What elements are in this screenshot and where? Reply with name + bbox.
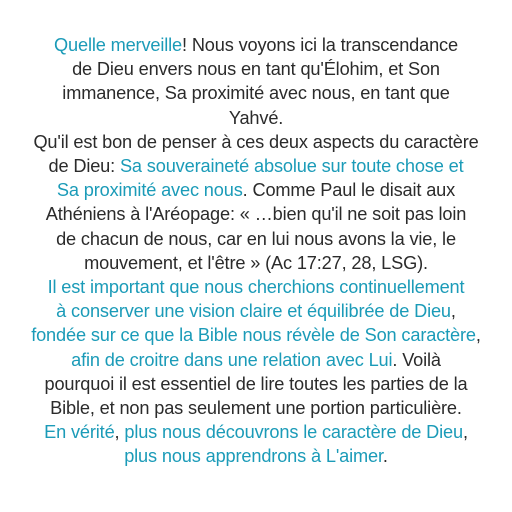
- highlighted-text-segment: Sa souveraineté absolue sur toute chose et: [119, 156, 464, 177]
- text-segment: mouvement, et l'être » (Ac 17:27, 28, LSG).: [84, 252, 428, 273]
- text-line: [10, 444, 502, 468]
- highlighted-text-segment: fondée sur ce que la Bible nous révèle de Son caractère: [31, 325, 476, 346]
- text-line: [10, 227, 502, 251]
- text-segment: . Voilà: [392, 349, 441, 370]
- text-segment: Yahvé.: [228, 107, 284, 128]
- text-line: [10, 275, 502, 299]
- text-segment: immanence, Sa proximité avec nous, en tant que: [62, 83, 450, 104]
- text-segment: ,: [450, 301, 456, 322]
- text-line: [10, 33, 502, 57]
- text-segment: .: [382, 446, 388, 467]
- text-line: [10, 299, 502, 323]
- text-line: [10, 251, 502, 275]
- text-segment: pourquoi il est essentiel de lire toutes les parties de la: [44, 373, 468, 394]
- text-line: [10, 420, 502, 444]
- text-segment: de Dieu:: [48, 156, 120, 177]
- text-line: [10, 202, 502, 226]
- text-line: [10, 81, 502, 105]
- highlighted-text-segment: plus nous apprendrons à L'aimer: [124, 446, 383, 467]
- text-line: [10, 396, 502, 420]
- highlighted-text-segment: Quelle merveille: [54, 35, 183, 55]
- text-line: [10, 57, 502, 81]
- highlighted-text-segment: Il est important que nous cherchions continuellement: [47, 277, 465, 298]
- devotional-text-block: [10, 33, 502, 469]
- text-line: [10, 372, 502, 396]
- text-segment: de Dieu envers nous en tant qu'Élohim, et Son: [72, 59, 440, 80]
- highlighted-text-segment: à conserver une vision claire et équilibrée de Dieu: [56, 301, 451, 322]
- text-segment: Bible, et non pas seulement une portion particulière.: [50, 398, 462, 419]
- text-line: [10, 154, 502, 178]
- text-line: [10, 348, 502, 372]
- highlighted-text-segment: afin de croitre dans une relation avec Lui: [71, 349, 393, 370]
- text-line: [10, 323, 502, 347]
- text-line: [10, 106, 502, 130]
- text-segment: Qu'il est bon de penser à ces deux aspects du caractère: [33, 131, 479, 152]
- text-segment: de chacun de nous, car en lui nous avons la vie, le: [56, 228, 456, 249]
- text-segment: . Comme Paul le disait aux: [242, 180, 456, 201]
- text-segment: ,: [114, 422, 125, 443]
- text-segment: ,: [475, 325, 481, 346]
- text-segment: Athéniens à l'Aréopage: « …bien qu'il ne soit pas loin: [45, 204, 467, 225]
- text-segment: ! Nous voyons ici la transcendance: [182, 35, 458, 55]
- highlighted-text-segment: En vérité: [44, 422, 115, 443]
- highlighted-text-segment: plus nous découvrons le caractère de Dieu: [124, 422, 463, 443]
- highlighted-text-segment: Sa proximité avec nous: [56, 180, 243, 201]
- text-line: [10, 178, 502, 202]
- text-line: [10, 130, 502, 154]
- text-segment: ,: [462, 422, 468, 443]
